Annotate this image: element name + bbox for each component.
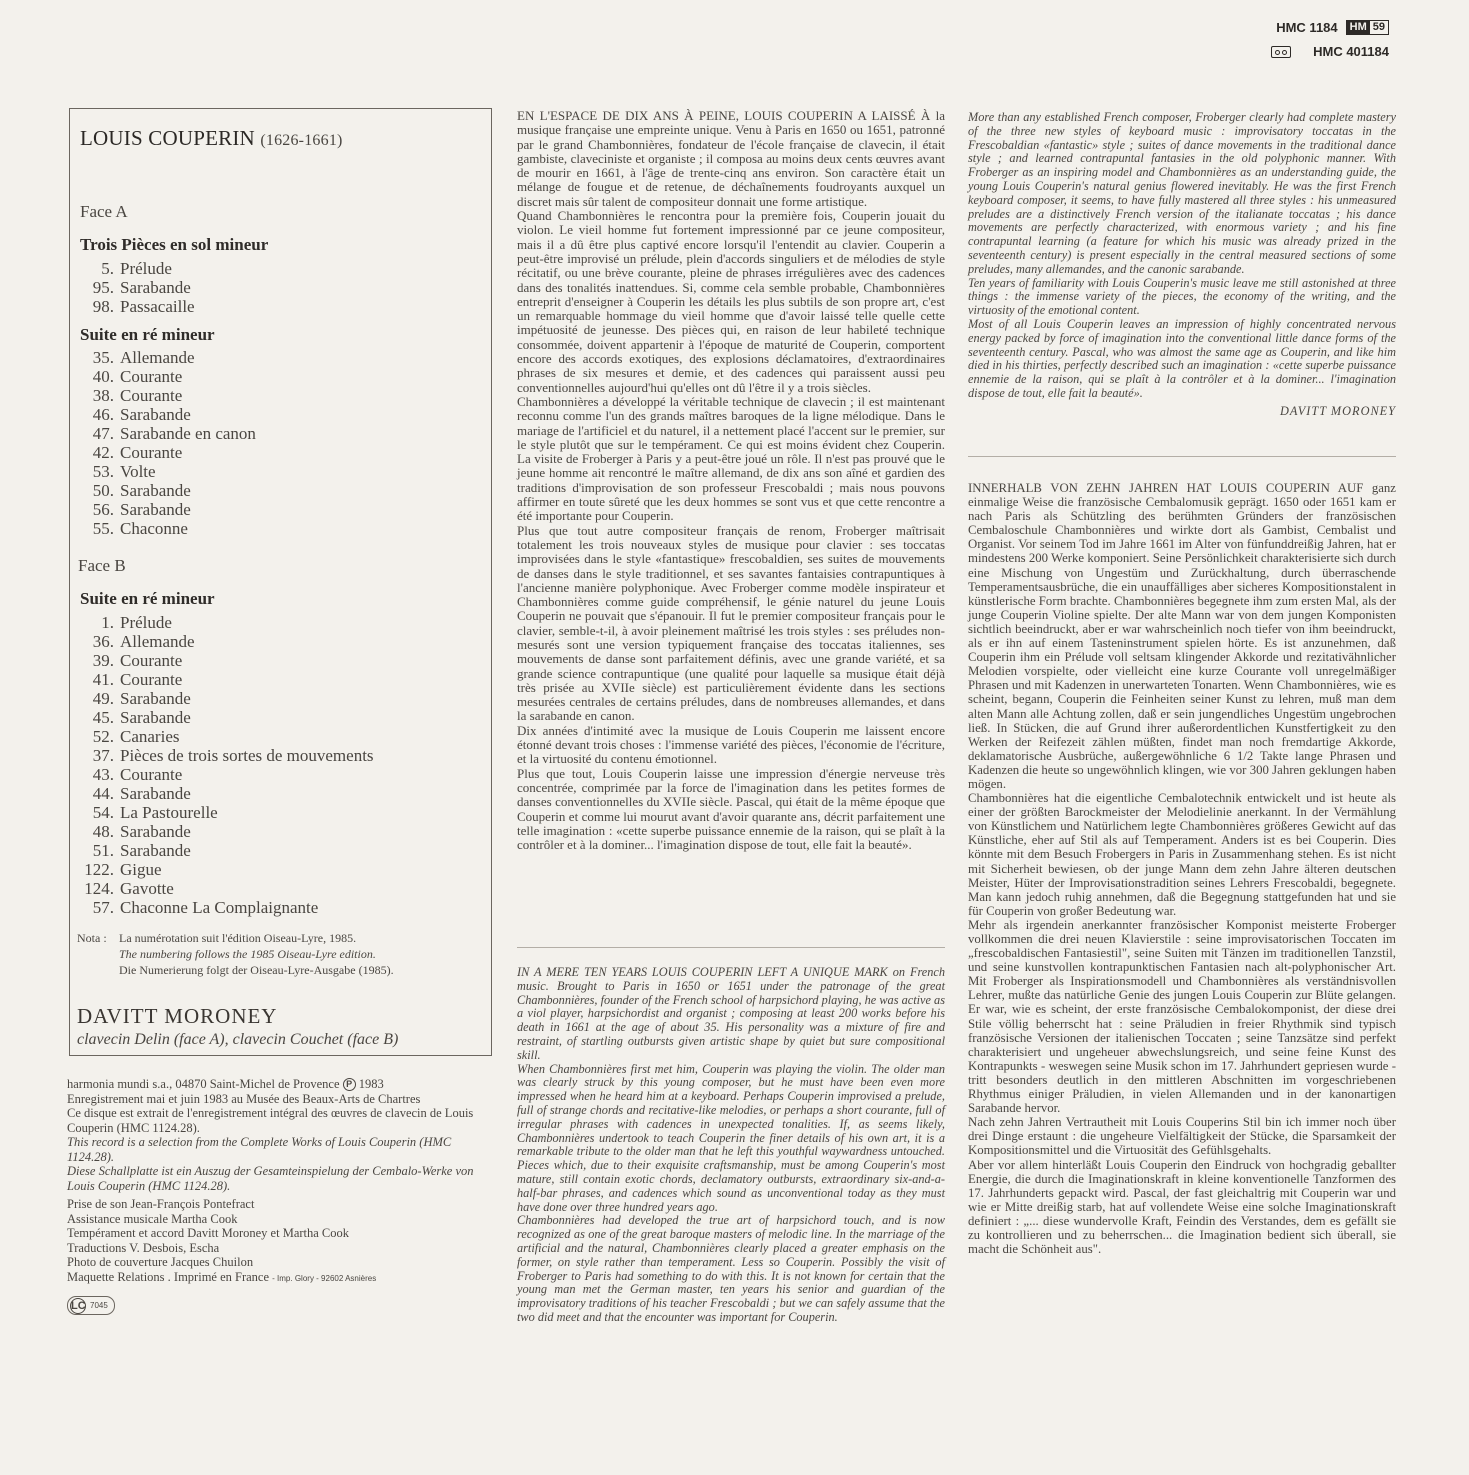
catalog-number-lp: HMC 1184 — [1276, 20, 1338, 35]
credit-tuning: Tempérament et accord Davitt Moroney et Martha Cook — [67, 1226, 350, 1240]
track-title: La Pastourelle — [120, 803, 218, 822]
liner-notes-fr — [517, 109, 945, 852]
cassette-icon — [1271, 46, 1291, 58]
track-row — [80, 841, 480, 860]
track-number: 49. — [92, 689, 114, 708]
notes-fr-p1: la musique française une empreinte unique. Venu à Paris en 1650 ou 1651, patronné par le grand Chambonnières, fondateur de l'école française de clavecin, il était gambiste, claveciniste et organiste ; il composa au moins deux cents œuvres avant de mourir en 1661, à l'âge de trente-cinq ans environ. Son caractère était un mélange de fougue et de retenue, de déchaînements foudroyants auxquel un discret mais sûr talent de compositeur donnait une forme artistique. — [517, 108, 945, 209]
track-number: 48. — [92, 822, 114, 841]
track-number: 45. — [92, 708, 114, 727]
track-row — [80, 860, 480, 879]
lc-code: 7045 — [90, 1301, 108, 1310]
track-row — [80, 879, 480, 898]
track-row — [80, 746, 480, 765]
credit-design: Maquette Relations . Imprimé en France — [67, 1269, 270, 1284]
track-number: 57. — [92, 898, 114, 917]
track-title: Courante — [120, 386, 183, 405]
suite-2-tracklist — [80, 348, 480, 538]
track-title: Sarabande — [120, 405, 191, 424]
notes-fr-p4: Plus que tout autre compositeur français de renom, Froberger maîtrisait totalement les trois nouveaux styles de musique pour clavier : ses toccatas improvisées dans le style «fantastique» frescobaldien, ses suites de mouvements de danses dans le style traditionnel, et ses savantes fantaisies contrapuntiques à l'ancienne manière polyphonique. Avec Froberger comme modèle inspirateur et Chambonnières comme guide compréhensif, le génie naturel du jeune Louis Couperin ne pouvait que s'épanouir. Il fut le premier compositeur français pour le clavier, semble-t-il, à avoir pleinement maîtrisé les trois styles : ses préludes non-mesurés sont une version typiquement française des toccatas italiennes, ses mouvements de danse sont parfaitement définis, avec une grande variété, et sa grande science contrapuntique (une qualité pour laquelle sa musique était déjà très prisée au XVIIe siècle) est particulièrement évidente dans les sections mesurées centrales de certains préludes, dans de nombreuses allemandes, et dans la sarabande en canon. — [517, 522, 945, 724]
note-label: Nota : — [77, 931, 107, 945]
track-title: Chaconne La Complaignante — [120, 898, 319, 917]
track-number: 1. — [101, 613, 114, 632]
track-row — [80, 348, 480, 367]
track-number: 41. — [92, 670, 114, 689]
notes-en-p5: Ten years of familiarity with Louis Couperin's music leave me still astonished at three things : the immense variety of the pieces, the economy of the writing, and the virtuosity of the emotional content. — [968, 275, 1396, 318]
track-title: Allemande — [120, 632, 195, 651]
face-b-label: Face B — [78, 556, 126, 575]
suite-3-tracklist — [80, 613, 480, 917]
track-title: Sarabande — [120, 841, 191, 860]
track-title: Courante — [120, 651, 183, 670]
track-title: Courante — [120, 765, 183, 784]
track-title: Gigue — [120, 860, 162, 879]
composer-heading — [80, 126, 343, 151]
track-row — [80, 898, 480, 917]
notes-en-lead: IN A MERE TEN YEARS LOUIS COUPERIN LEFT A UNIQUE MARK — [517, 965, 888, 979]
divider-fr-en — [517, 947, 945, 948]
track-number: 5. — [101, 259, 114, 278]
track-title: Sarabande — [120, 689, 191, 708]
catalog-codes — [1271, 20, 1389, 59]
track-number: 47. — [92, 424, 114, 443]
track-row — [80, 613, 480, 632]
extract-de: Diese Schallplatte ist ein Auszug der Gesamteinspielung der Cembalo-Werke von Louis Couperin (HMC 1124.28). — [67, 1164, 474, 1193]
track-row — [80, 278, 480, 297]
track-number: 95. — [92, 278, 114, 297]
track-title: Sarabande — [120, 278, 191, 297]
lc-mark-icon: LC — [71, 1299, 86, 1312]
track-title: Sarabande — [120, 708, 191, 727]
notes-en-p4: More than any established French composer, Froberger clearly had complete mastery of the three new styles of keyboard music : improvisatory toccatas in the Frescobaldian «fantastic» style ; suites of dance movements in the traditional dance style ; and learned contrapuntal fantasies in the old polyphonic manner. With Froberger as an inspiring model and Chambonnières as an understanding guide, the young Louis Couperin's natural genius flowered inevitably. He was the first French keyboard composer, it seems, to have fully mastered all three styles : his unmeasured preludes are a distinctively French version of the italianate toccatas ; his dance movements are perfectly characterized, with enormous variety ; and his fine contrapuntal learning (a feature for which his music was already prized in the seventeenth century) is present especially in the central measured sections of some preludes, many allemandes, and the canonic sarabande. — [968, 110, 1396, 276]
track-title: Gavotte — [120, 879, 174, 898]
credit-design-line — [67, 1270, 497, 1287]
credit-printer: - Imp. Glory - 92602 Asnières — [272, 1273, 377, 1283]
track-row — [80, 386, 480, 405]
track-row — [80, 689, 480, 708]
track-number: 37. — [92, 746, 114, 765]
track-row — [80, 519, 480, 538]
track-number: 38. — [92, 386, 114, 405]
numbering-note — [77, 930, 487, 978]
credit-translations: Traductions V. Desbois, Escha — [67, 1240, 220, 1255]
track-row — [80, 481, 480, 500]
track-row — [80, 708, 480, 727]
track-number: 46. — [92, 405, 114, 424]
track-row — [80, 727, 480, 746]
label-year: 1983 — [358, 1077, 384, 1091]
note-en: The numbering follows the 1985 Oiseau-Lyre edition. — [119, 947, 376, 961]
divider-en-de — [968, 456, 1396, 457]
suite-1-tracklist — [80, 259, 480, 316]
track-title: Volte — [120, 462, 156, 481]
track-title: Sarabande — [120, 784, 191, 803]
track-title: Chaconne — [120, 519, 188, 538]
track-number: 54. — [92, 803, 114, 822]
track-number: 56. — [92, 500, 114, 519]
hm-series-badge — [1346, 20, 1389, 35]
track-title: Sarabande — [120, 500, 191, 519]
notes-fr-lead: EN L'ESPACE DE DIX ANS À PEINE, LOUIS COUPERIN A LAISSÉ À — [517, 108, 931, 123]
credit-photo: Photo de couverture Jacques Chuilon — [67, 1255, 254, 1269]
track-row — [80, 443, 480, 462]
credits-block — [67, 1077, 497, 1286]
performer-name: DAVITT MORONEY — [77, 1004, 278, 1028]
phonogram-p-icon: P — [343, 1078, 356, 1091]
track-title: Prélude — [120, 259, 172, 278]
track-row — [80, 651, 480, 670]
note-de: Die Numerierung folgt der Oiseau-Lyre-Ausgabe (1985). — [119, 963, 394, 977]
track-number: 98. — [92, 297, 114, 316]
track-number: 36. — [92, 632, 114, 651]
label-address: harmonia mundi s.a., 04870 Saint-Michel de Provence — [67, 1077, 340, 1091]
notes-en-p3: Chambonnières had developed the true art of harpsichord touch, and is now recognized as one of the great baroque masters of melodic line. In the marriage of the artificial and the natural, Chambonnières clearly placed a greater emphasis on the former, on style rather than temperament. Less so Couperin. Possibly the visit of Froberger to Paris had something to do with this. It is not known for certain that the young man met the German master, ten years his senior and guardian of the improvisatory traditions of his teacher Frescobaldi ; but we can safely assume that the two did meet and that the encounter was important for Couperin. — [517, 1213, 945, 1324]
program-box — [69, 108, 492, 1056]
liner-notes-en-part1 — [517, 966, 945, 1325]
track-row — [80, 462, 480, 481]
track-row — [80, 297, 480, 316]
track-number: 42. — [92, 443, 114, 462]
track-row — [80, 784, 480, 803]
catalog-row-cassette — [1271, 44, 1389, 59]
notes-fr-p5: Dix années d'intimité avec la musique de Louis Couperin me laissent encore étonné devant trois choses : l'immense variété des pièces, l'économie de l'écriture, et la virtuosité du contenu émotionnel. — [517, 722, 945, 767]
liner-notes-en-part2 — [968, 111, 1396, 419]
notes-en-p1: on French music. Brought to Paris in 1650 or 1651 under the patronage of the great Chambonnières, founder of the French school of harpsichord playing, he was active as a viol player, harpsichordist and organist ; composing at least 200 works before his death in 1661 at the age of about 35. His personality was a mixture of fire and restraint, of startling outbursts given artistic shape by quiet but sure compositional skill. — [517, 965, 945, 1062]
track-row — [80, 259, 480, 278]
track-title: Pièces de trois sortes de mouvements — [120, 746, 374, 765]
track-title: Prélude — [120, 613, 172, 632]
track-title: Canaries — [120, 727, 180, 746]
face-a-label: Face A — [80, 202, 128, 221]
track-number: 40. — [92, 367, 114, 386]
notes-en-p6: Most of all Louis Couperin leaves an impression of highly concentrated nervous energy packed by force of imagination into the conventional little dance forms of the seventeenth century. Pascal, who was almost the same age as Couperin, and like him died in his thirties, perfectly described such an imagination : «cette superbe puissance ennemie de la raison, qui se plaît à la contrôler et à la dominer... l'imagination dispose de tout, elle fait la beauté». — [968, 316, 1396, 400]
track-number: 39. — [92, 651, 114, 670]
track-row — [80, 424, 480, 443]
track-title: Sarabande en canon — [120, 424, 256, 443]
track-number: 50. — [92, 481, 114, 500]
track-row — [80, 500, 480, 519]
credit-assistance: Assistance musicale Martha Cook — [67, 1211, 238, 1226]
notes-fr-p6: Plus que tout, Louis Couperin laisse une impression d'énergie nerveuse très concentrée, comprimée par la force de l'imagination dans les petites formes de danses conventionnelles du XVIIe siècle. Pascal, qui était de la même époque que Couperin et comme lui mourut avant d'avoir quarante ans, décrit parfaitement une telle imagination : «cette superbe puissance ennemie de la raison, qui se plaît à la contrôler et à la dominer... l'imagination dispose de tout, elle fait la beauté». — [517, 765, 945, 853]
track-number: 124. — [84, 879, 114, 898]
track-title: Courante — [120, 670, 183, 689]
label-line — [67, 1077, 497, 1092]
notes-de-p2: Chambonnières hat die eigentliche Cembalotechnik entwickelt und ist heute als einer der größten Barockmeister der Melodielinie anerkannt. In der Vermählung von Künstlichem und Natürlichem legte Chambonnières größeres Gewicht auf das Künstliche, eher auf Stil als auf Temperament. Anders ist es bei Couperin. Dies könnte mit dem Besuch Frobergers in Paris in Zusammenhang stehen. Es ist nicht mit Sicherheit bewiesen, ob der junge Mann dem zehn Jahre älteren deutschen Meister, Hüter der Improvisationstradition seines Lehrers Frescobaldi, begegnete. Man kann jedoch ruhig annehmen, daß die Begegnung stattgefunden hat und sie für Couperin von großer Bedeutung war. — [968, 791, 1396, 918]
liner-notes-de — [968, 481, 1396, 1256]
track-number: 52. — [92, 727, 114, 746]
hm-badge-left: HM — [1347, 21, 1370, 34]
notes-de-p3: Mehr als irgendein anerkannter französischer Komponist meisterte Froberger vollkommen die drei neuen Klavierstile : seine improvisatorischen Toccaten im „frescobaldischen Fantasiestil", seine Suiten mit Tänzen im traditionellen Tanzstil, und seine kunstvollen kontrapunktischen Fantasien nach alt-polyphonischer Art. Mit Froberger als Inspirationsmodell und Chambonnières als verständnisvollen Lehrer, mußte das natürliche Genie des jungen Louis Couperin zur Blüte gelangen. Er war, wie es scheint, der erste französische Cembalokomponist, der diese drei Stile völlig beherrscht hat : seine Präludien in freier Rhythmik sind typisch französische Versionen der italienischen Toccaten ; seine Tanzsätze sind perfekt charakterisiert und ungeheuer abwechslungsreich, und seine feine Kunst des Kontrapunkts - weswegen seine Musik schon im 17. Jahrhundert gepriesen wurde - tritt besonders deutlich in den mittleren Abschnitten im vorgeschriebenen Rhythmus einiger Präludien, in vielen Allemanden und in der kanonartigen Sarabande hervor. — [968, 917, 1396, 1116]
track-number: 51. — [92, 841, 114, 860]
track-number: 44. — [92, 784, 114, 803]
composer-name: LOUIS COUPERIN — [80, 126, 255, 150]
track-row — [80, 367, 480, 386]
track-title: Courante — [120, 367, 183, 386]
track-row — [80, 765, 480, 784]
performer-instruments: clavecin Delin (face A), clavecin Couchet (face B) — [77, 1031, 399, 1048]
suite-1-title: Trois Pièces en sol mineur — [80, 235, 269, 254]
extract-fr: Ce disque est extrait de l'enregistrement intégral des œuvres de clavecin de Louis Couperin (HMC 1124.28). — [67, 1106, 474, 1135]
credit-sound: Prise de son Jean-François Pontefract — [67, 1197, 255, 1211]
track-title: Courante — [120, 443, 183, 462]
track-row — [80, 822, 480, 841]
track-title: Sarabande — [120, 822, 191, 841]
composer-dates: (1626-1661) — [260, 132, 343, 149]
suite-3-title: Suite en ré mineur — [80, 589, 215, 608]
track-row — [80, 632, 480, 651]
notes-fr-p3: Chambonnières a développé la véritable technique de clavecin ; il est maintenant reconnu comme l'un des grands maîtres baroques de la ligne mélodique. Dans le mariage de l'artificiel et du naturel, il a nettement placé l'accent sur le premier, sur le style plutôt que sur le tempérament. Ce qui est moins évident chez Couperin. La visite de Froberger à Paris y a peut-être joué un rôle. Il n'est pas prouvé que le jeune homme ait rencontré le maître allemand, de dix ans son aîné et gardien des traditions d'improvisation de son professeur Frescobaldi ; mais nous pouvons affirmer en toute sûreté que les deux hommes se sont vus et que cette rencontre a été importante pour Couperin. — [517, 393, 945, 524]
track-number: 43. — [92, 765, 114, 784]
track-row — [80, 670, 480, 689]
track-number: 122. — [84, 860, 114, 879]
suite-2-title: Suite en ré mineur — [80, 325, 215, 344]
notes-de-p1: ganz einmalige Weise die französische Cembalomusik geprägt. 1650 oder 1651 kam er nach Paris als Schützling des berühmten Gründers der französischen Cembaloschule Chambonnières und wirkte dort als Gambist, Cembalist und Organist. Vor seinem Tod im Jahre 1661 im Alter von fünfunddreißig Jahren, hat er mindestens 200 Werke komponiert. Seine Persönlichkeit charakterisierte sich durch eine Mischung von Ungestüm und Zurückhaltung, durch überraschende Temperamentsausbrüche, die ein unauffälliges aber sicheres Kompositionstalent in künstlerische Form brachte. Chambonnières begegnete ihm zum ersten Mal, als der junge Couperin Violine spielte. Der alte Mann war von dem jungen Komponisten sichtlich beeindruckt, aber er war wahrscheinlich noch tiefer von ihm beeindruckt, als er ihn auf einem Tasteninstrument spielen hörte. Es ist anzunehmen, daß Couperin ihm ein Prélude voll seltsam klingender Akkorde und rezitativähnlicher Melodien vorspielte, oder vielleicht eine kurze Courante voll unregelmäßiger Phrasen und mit Kadenzen in unerwarteten Tonarten. Wenn Chambonnières, wie es scheint, begann, Couperin die Feinheiten seiner Kunst zu lehren, muß man dem alten Mann alle Achtung zollen, daß er sein jungendliches Ungestüm ungebrochen ließ. In Stücken, die auf Grund ihrer außerordentlichen Kunstfertigkeit zu den Werken der Reifezeit zählen müßten, findet man noch fremdartige Akkorde, deklamatorische Ausbrüche, außergewöhnliche 6 1/2 Takte lange Phrasen und Kadenzen die heute so ungewöhnlich klingen, wie vor 300 Jahren geklungen haben mögen. — [968, 481, 1396, 791]
track-number: 55. — [92, 519, 114, 538]
notes-en-p2: When Chambonnières first met him, Couperin was playing the violin. The older man was clearly struck by this young composer, but he must have been even more impressed when he heard him at a keyboard. Perhaps Couperin improvised a prelude, full of strange chords and recitative-like melodies, or perhaps a short courante, full of irregular phrases with cadences in unexpected tonalities. If, as seems likely, Chambonnières undertook to teach Couperin the finer details of his own art, it is a remarkable tribute to the older man that he left this youthful waywardness untouched. Pieces which, due to their exquisite craftsmanship, must be among Couperin's most mature, still contain exotic chords, declamatory outbursts, extraordinary six-and-a-half-bar phrases, and cadences which sound as unconventional today as they must have done over three hundred years ago. — [517, 1061, 945, 1214]
note-fr: La numérotation suit l'édition Oiseau-Lyre, 1985. — [119, 931, 357, 945]
track-title: Allemande — [120, 348, 195, 367]
track-number: 53. — [92, 462, 114, 481]
extract-en: This record is a selection from the Complete Works of Louis Couperin (HMC 1124.28). — [67, 1135, 452, 1164]
catalog-number-cassette: HMC 401184 — [1313, 44, 1389, 59]
notes-signature: DAVITT MORONEY — [1280, 403, 1396, 418]
track-title: Sarabande — [120, 481, 191, 500]
catalog-row-lp — [1271, 20, 1389, 35]
track-row — [80, 803, 480, 822]
notes-de-p4: Nach zehn Jahren Vertrautheit mit Louis Couperins Stil bin ich immer noch über drei Dinge erstaunt : die ungeheure Vielfältigkeit der Stücke, die Sparsamkeit der Kompositionsmittel und die Virtuosität des Gefühlsgehalts. — [968, 1115, 1396, 1158]
notes-de-p5: Aber vor allem hinterläßt Louis Couperin den Eindruck von hochgradig geballter Energie, die durch die Imaginationskraft in kleine konventionelle Tanzformen des 17. Jahrhunderts gepackt wird. Pascal, der fast gleichaltrig mit Couperin war und wie er Mitte dreißig starb, hat auf vollendete Weise eine solche Imaginationskraft definiert : „... diese wundervolle Kraft, Feindin des Verstandes, dem es gefällt sie zu kontrollieren und zu beherrschen... die Imagination bedient sich überall, sie macht die Schönheit aus". — [968, 1157, 1396, 1257]
track-title: Passacaille — [120, 297, 195, 316]
label-code-logo — [67, 1296, 115, 1315]
hm-badge-right: 59 — [1372, 21, 1385, 33]
track-row — [80, 405, 480, 424]
notes-fr-p2: Quand Chambonnières le rencontra pour la première fois, Couperin jouait du violon. Le vieil homme fut fortement impressionné par ce jeune compositeur, mais il a dû être plus captivé encore lorsqu'il l'entendit au clavier. Couperin a peut-être improvisé un prélude, plein d'accords singuliers et de mélodies de style récitatif, ou une brève courante, pleine de phrases irrégulières avec des cadences dans des tonalités inattendues. Si, comme cela semble probable, Chambonnières entreprit d'enseigner à Couperin les détails les plus subtils de son propre art, c'est un remarquable hommage du vieil homme que d'avoir laissé telle quelle cette impétuosité de jeunesse. Des pièces qui, en raison de leur habileté technique consommée, doivent appartenir à l'époque de maturité de Couperin, comportent encore des accords exotiques, des explosions déclamatoires, d'extraordinaires phrases de six mesures et demie, et des cadences qui paraissent aussi peu conventionnelles aujourd'hui qu'elles ont dû l'être il y a trois siècles. — [517, 208, 945, 395]
track-number: 35. — [92, 348, 114, 367]
notes-de-lead: INNERHALB VON ZEHN JAHREN HAT LOUIS COUPERIN AUF — [968, 481, 1364, 495]
recording-info: Enregistrement mai et juin 1983 au Musée des Beaux-Arts de Chartres — [67, 1091, 421, 1106]
